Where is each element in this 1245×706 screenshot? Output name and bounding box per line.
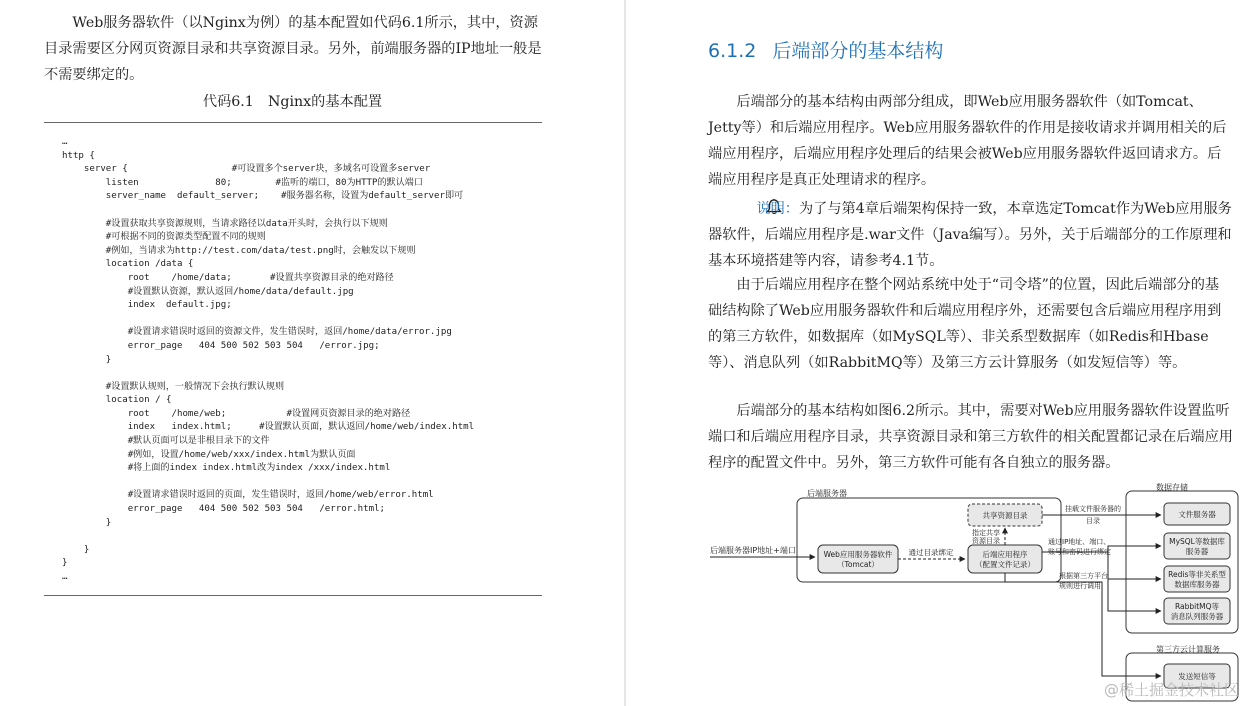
mount-label-line-1: 挂载文件服务器的 [1065, 505, 1121, 513]
code-caption: 代码6.1 Nginx的基本配置 [202, 94, 383, 110]
section-heading [708, 36, 943, 63]
rabbitmq-line-2: 消息队列服务器 [1170, 612, 1224, 621]
watermark: @稀土掘金技术社区 [1103, 681, 1239, 699]
note-label: 说明： [756, 201, 799, 217]
sms-service-label: 发送短信等 [1178, 672, 1216, 681]
backend-app-line-1: 后端应用程序 [982, 550, 1028, 559]
third-party-label: 第三方云计算服务 [1156, 645, 1220, 654]
intro-paragraph: Web服务器软件（以Nginx为例）的基本配置如代码6.1所示，其中，资源目录需要区分网页资源目录和共享资源目录。另外，前端服务器的IP地址一般是不需要绑定的。 [44, 15, 542, 83]
specify-shared-line-2: 资源目录 [972, 537, 1000, 545]
note-paragraph [708, 196, 1233, 274]
page-divider [624, 0, 626, 706]
code-top-rule [44, 122, 542, 123]
web-server-line-1: Web应用服务器软件 [823, 550, 893, 559]
section-title: 后端部分的基本结构 [772, 40, 944, 62]
bind-label: 通过目录绑定 [908, 548, 954, 557]
bell-icon [736, 198, 754, 216]
file-server-label: 文件服务器 [1178, 510, 1216, 519]
ip-label-line-2: 账号和密码进行绑定 [1048, 548, 1111, 556]
backend-structure-diagram [708, 482, 1239, 702]
code-bottom-rule [44, 595, 542, 596]
backend-server-label: 后端服务器 [807, 489, 847, 498]
ip-arrow-rabbitmq [1108, 579, 1161, 611]
backend-app-line-2: （配置文件记录） [975, 560, 1035, 569]
paragraph-2: 由于后端应用程序在整个网站系统中处于“司令塔”的位置，因此后端部分的基础结构除了Web应用服务器软件和后端应用程序外，还需要包含后端应用程序用到的第三方软件，如数据库（如MySQL等）、非关系型数据库（如Redis和Hbase等）、消息队列（如RabbitMQ等）及第三方云计算服务（如发短信等）等。 [708, 277, 1222, 371]
mysql-line-1: MySQL等数据库 [1169, 537, 1225, 546]
rabbitmq-line-1: RabbitMQ等 [1174, 602, 1220, 611]
mysql-line-2: 服务器 [1185, 547, 1209, 556]
data-storage-label: 数据存储 [1156, 483, 1188, 492]
third-rule-line-1: 根据第三方平台 [1059, 572, 1108, 580]
right-page [628, 0, 1245, 706]
paragraph-1: 后端部分的基本结构由两部分组成，即Web应用服务器软件（如Tomcat、Jetty等）和后端应用程序。Web应用服务器软件的作用是接收请求并调用相关的后端应用程序，后端应用程序处理后的结果会被Web应用服务器软件返回请求方。后端应用程序是真正处理请求的程序。 [708, 94, 1227, 188]
third-rule-line-2: 规则进行调用 [1059, 582, 1101, 590]
mount-label-line-2: 目录 [1086, 517, 1100, 525]
ip-label-line-1: 通过IP地址、端口、 [1048, 538, 1111, 546]
web-server-line-2: （Tomcat） [837, 560, 879, 569]
input-label: 后端服务器IP地址+端口 [710, 546, 796, 555]
note-text: 为了与第4章后端架构保持一致，本章选定Tomcat作为Web应用服务器软件，后端应用程序是.war文件（Java编写）。另外，关于后端部分的工作原理和基本环境搭建等内容，请参考4.1节。 [708, 201, 1232, 269]
section-number: 6.1.2 [708, 40, 757, 62]
specify-shared-line-1: 指定共享 [972, 529, 1000, 537]
ip-arrow-redis [1108, 552, 1161, 579]
shared-resource-label: 共享资源目录 [982, 511, 1028, 520]
paragraph-3: 后端部分的基本结构如图6.2所示。其中，需要对Web应用服务器软件设置监听端口和后端应用程序目录，共享资源目录和第三方软件的相关配置都记录在后端应用程序的配置文件中。另外，第三方软件可能有各自独立的服务器。 [708, 403, 1233, 471]
redis-line-2: 数据库服务器 [1174, 580, 1220, 589]
code-block: … http { server { #可设置多个server块，多域名可设置多server listen 80; #监听的端口，80为HTTP的默认端口 server_name default_server; #服务器名称，设置为default_server即可 #设置获取共享资源规则，当请求路径以data开头时，会执行以下规则 #可根据不同的资源类型配置不同的规则 #例如，当请求为http://test.com/data/test.png时，会触发以下规则 location /data { root /home/data; #设置共享资源目录的绝对路径 #设置默认资源，默认返回/home/data/default.jpg index default.jpg; #设置请求错误时返回的资源文件，发生错误时，返回/home/data/error.jpg error_page 404 500 502 503 504 /error.jpg; } #设置默认规则，一般情况下会执行默认规则 location / { root /home/web; #设置网页资源目录的绝对路径 index index.html; #设置默认页面，默认返回/home/web/index.html #默认页面可以是非根目录下的文件 #例如，设置/home/web/xxx/index.html为默认页面 #将上面的index index.html改为index /xxx/index.html #设置请求错误时返回的页面，发生错误时，返回/home/web/error.html error_page 404 500 502 503 504 /error.html; } } } … [62, 137, 475, 582]
redis-line-1: Redis等非关系型 [1168, 570, 1226, 579]
